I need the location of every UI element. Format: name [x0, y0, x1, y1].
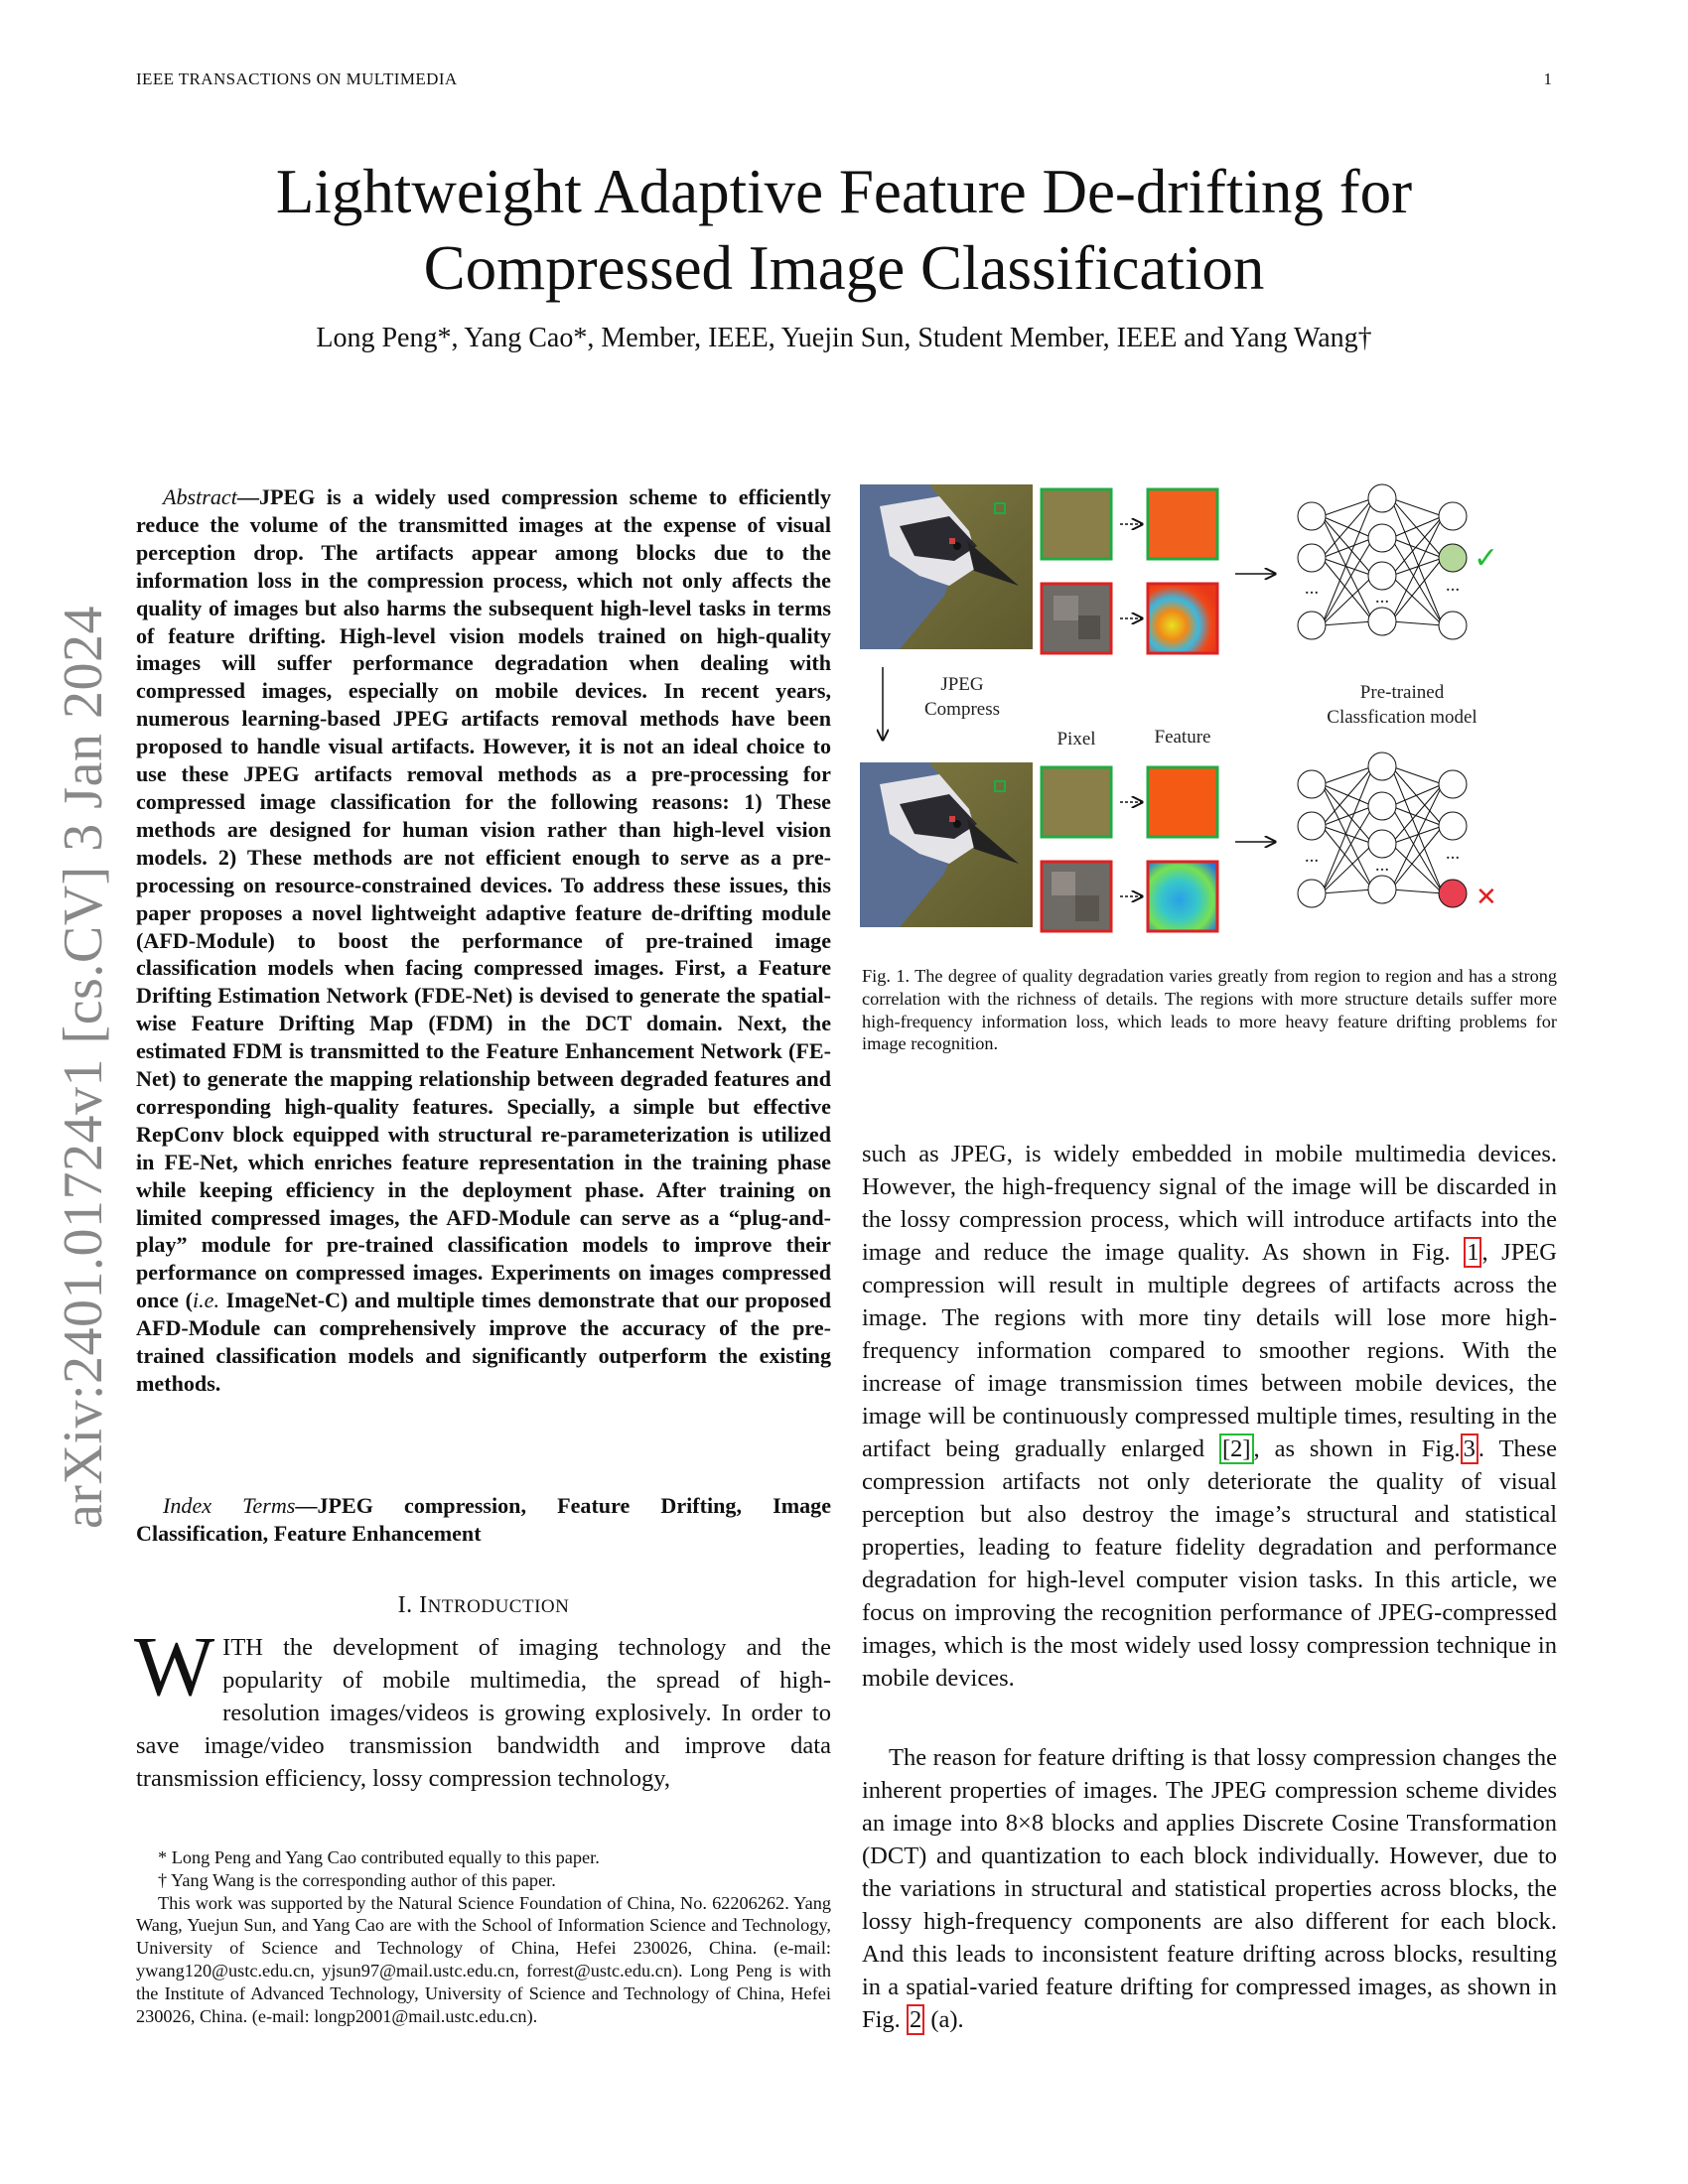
label-jpeg: JPEG: [940, 674, 984, 695]
abstract-text-end: ImageNet-C) and multiple times demonstrate that our proposed AFD-Module can comprehensively improve the accuracy of the pre-trained classification models and significantly outperform the existing methods.: [136, 1288, 832, 1396]
title-line-2: Compressed Image Classification: [423, 233, 1265, 303]
cross-icon: ✕: [1476, 883, 1497, 912]
index-terms-text: —JPEG compression, Feature Drifting, Image Classification, Feature Enhancement: [136, 1493, 832, 1546]
intro-paragraph: [134, 1618, 831, 1795]
check-icon: ✓: [1474, 541, 1499, 576]
pixel-patch-smooth-original: [1042, 489, 1111, 559]
label-compress: Compress: [924, 699, 1000, 720]
figure-1-caption: Fig. 1. The degree of quality degradation varies greatly from region to region and has a strong correlation with the richness of details. The regions with more structure details suffer more high-frequency information loss, which leads to more heavy feature drifting problems for image recognition.: [862, 966, 1557, 1054]
pixel-patch-detailed-compressed: [1042, 862, 1111, 931]
footnote-corresponding-author: † Yang Wang is the corresponding author of this paper.: [158, 1869, 556, 1890]
label-pretrained: Pre-trained: [1359, 682, 1445, 703]
intro-text: ITH the development of imaging technology and the popularity of mobile multimedia, the spread of high-resolution images/videos is growing explosively. In order to save image/video transmission bandwidth and improve data transmission efficiency, lossy compression technology,: [136, 1634, 831, 1792]
page-number: 1: [1543, 69, 1552, 88]
p1-text-c: , as shown in Fig.: [1253, 1435, 1461, 1462]
section-heading-introduction: [136, 1592, 831, 1619]
section-numeral: I.: [397, 1592, 420, 1618]
drop-cap: W: [134, 1618, 215, 1713]
ellipsis-top-hidden: ...: [1374, 587, 1390, 608]
paper-title: [136, 154, 1552, 307]
index-terms: [136, 1492, 831, 1548]
right-paragraph-2: [862, 1741, 1557, 2036]
label-classification-model: Classfication model: [1327, 707, 1477, 728]
ref-fig-3-link[interactable]: 3: [1461, 1433, 1478, 1464]
running-head: IEEE TRANSACTIONS ON MULTIMEDIA: [136, 69, 458, 88]
label-pixel: Pixel: [1056, 729, 1096, 750]
ellipsis-bottom-hidden: ...: [1374, 855, 1390, 876]
ellipsis-bottom-output: ...: [1445, 843, 1461, 864]
section-heading-first: I: [419, 1592, 428, 1618]
arxiv-stamp: arXiv:2401.01724v1 [cs.CV] 3 Jan 2024: [53, 606, 114, 1529]
p1-text-d: . These compression artifacts not only deteriorate the quality of visual perception but also destroy the image’s structural and statistical properties, leading to feature fidelity degradation and performance degradation for high-level computer vision tasks. In this article, we focus on improving the recognition performance of JPEG-compressed images, which is the most widely used lossy compression technique in mobile devices.: [862, 1435, 1557, 1692]
p1-text-a: such as JPEG, is widely embedded in mobile multimedia devices. However, the high-frequency signal of the image will be discarded in the lossy compression process, which will introduce artifacts into the image and reduce the image quality. As shown in Fig.: [862, 1141, 1557, 1266]
ellipsis-top-output: ...: [1445, 575, 1461, 596]
ref-fig-1-link[interactable]: 1: [1464, 1237, 1481, 1268]
ref-citation-2-link[interactable]: [2]: [1219, 1433, 1254, 1464]
feature-map-detailed-compressed: [1148, 862, 1217, 931]
feature-map-smooth-compressed: [1148, 767, 1217, 837]
p2-text-b: (a).: [924, 2006, 964, 2033]
neural-network-bottom: [1298, 752, 1467, 907]
feature-map-detailed-original: [1148, 584, 1217, 653]
abstract: [136, 483, 831, 1398]
neural-network-top: [1298, 484, 1467, 639]
right-paragraph-1: [862, 1138, 1557, 1695]
label-feature: Feature: [1154, 727, 1211, 748]
abstract-label: Abstract: [163, 484, 237, 509]
index-terms-label: Index Terms: [163, 1493, 296, 1518]
p1-text-b: , JPEG compression will result in multiple degrees of artifacts across the image. The regions with more tiny details will lose more high-frequency information compared to smoother regions. With the increase of image transmission times between mobile devices, the image will be continuously compressed multiple times, resulting in the artifact being gradually enlarged: [862, 1239, 1557, 1462]
author-list: Long Peng*, Yang Cao*, Member, IEEE, Yuejin Sun, Student Member, IEEE and Yang Wang†: [316, 323, 1372, 353]
ellipsis-top-input: ...: [1304, 578, 1320, 599]
section-heading-rest: NTRODUCTION: [427, 1596, 570, 1617]
ellipsis-bottom-input: ...: [1304, 846, 1320, 867]
p2-text-a: The reason for feature drifting is that lossy compression changes the inherent properties of images. The JPEG compression scheme divides an image into 8×8 blocks and applies Discrete Cosine Transformation (DCT) and quantization to each block individually. However, due to the variations in structural and statistical properties across blocks, the lossy high-frequency components are also different for each block. And this leads to inconsistent feature drifting across blocks, resulting in a spatial-varied feature drifting for compressed images, as shown in Fig.: [862, 1744, 1557, 2033]
figure-1: [860, 477, 1555, 945]
title-line-1: Lightweight Adaptive Feature De-drifting for: [275, 157, 1413, 226]
pixel-patch-detailed-original: [1042, 584, 1111, 653]
abstract-text: —JPEG is a widely used compression scheme to efficiently reduce the volume of the transmitted images at the expense of visual perception drop. The artifacts appear among blocks due to the information loss in the compression process, which not only affects the quality of images but also harms the subsequent high-level tasks in terms of feature drifting. High-level vision models trained on high-quality images will suffer performance degradation when dealing with compressed images, especially on mobile devices. In recent years, numerous learning-based JPEG artifacts removal methods have been proposed to handle visual artifacts. However, it is not an ideal choice to use these JPEG artifacts removal methods as a pre-processing for compressed image classification for the following reasons: 1) These methods are designed for human vision rather than high-level vision models. 2) These methods are not efficient enough to serve as a pre-processing on resource-constrained devices. To address these issues, this paper proposes a novel lightweight adaptive feature de-drifting module (AFD-Module) to boost the performance of pre-trained image classification models when facing compressed images. First, a Feature Drifting Estimation Network (FDE-Net) is devised to generate the spatial-wise Feature Drifting Map (FDM) in the DCT domain. Next, the estimated FDM is transmitted to the Feature Enhancement Network (FE-Net) to generate the mapping relationship between degraded features and corresponding high-quality features. Specially, a simple but effective RepConv block equipped with structural re-parameterization is utilized in FE-Net, which enriches feature representation in the training phase while keeping efficiency in the deployment phase. After training on limited compressed images, the AFD-Module can serve as a “plug-and-play” module for pre-trained classification models to improve their performance on compressed images. Experiments on images compressed once (: [136, 484, 831, 1313]
feature-map-smooth-original: [1148, 489, 1217, 559]
abstract-ie: i.e.: [193, 1288, 219, 1313]
footnote-affiliations: This work was supported by the Natural Science Foundation of China, No. 62206262. Yang Wang, Yuejun Sun, and Yang Cao are with the School of Information Science and Technology, University of Science and Technology of China, Hefei 230026, China. (e-mail: ywang120@ustc.edu.cn, yjsun97@mail.ustc.edu.cn, forrest@ustc.edu.cn). Long Peng is with the Institute of Advanced Technology, University of Science and Technology of China, Hefei 230026, China. (e-mail: longp2001@mail.ustc.edu.cn).: [136, 1892, 831, 2026]
ref-fig-2-link[interactable]: 2: [907, 2004, 924, 2035]
pixel-patch-smooth-compressed: [1042, 767, 1111, 837]
footnote-equal-contribution: * Long Peng and Yang Cao contributed equally to this paper.: [158, 1847, 600, 1867]
bird-photo-compressed: [860, 762, 1033, 927]
footnotes: [136, 1846, 831, 2027]
bird-photo-original: [860, 484, 1033, 649]
